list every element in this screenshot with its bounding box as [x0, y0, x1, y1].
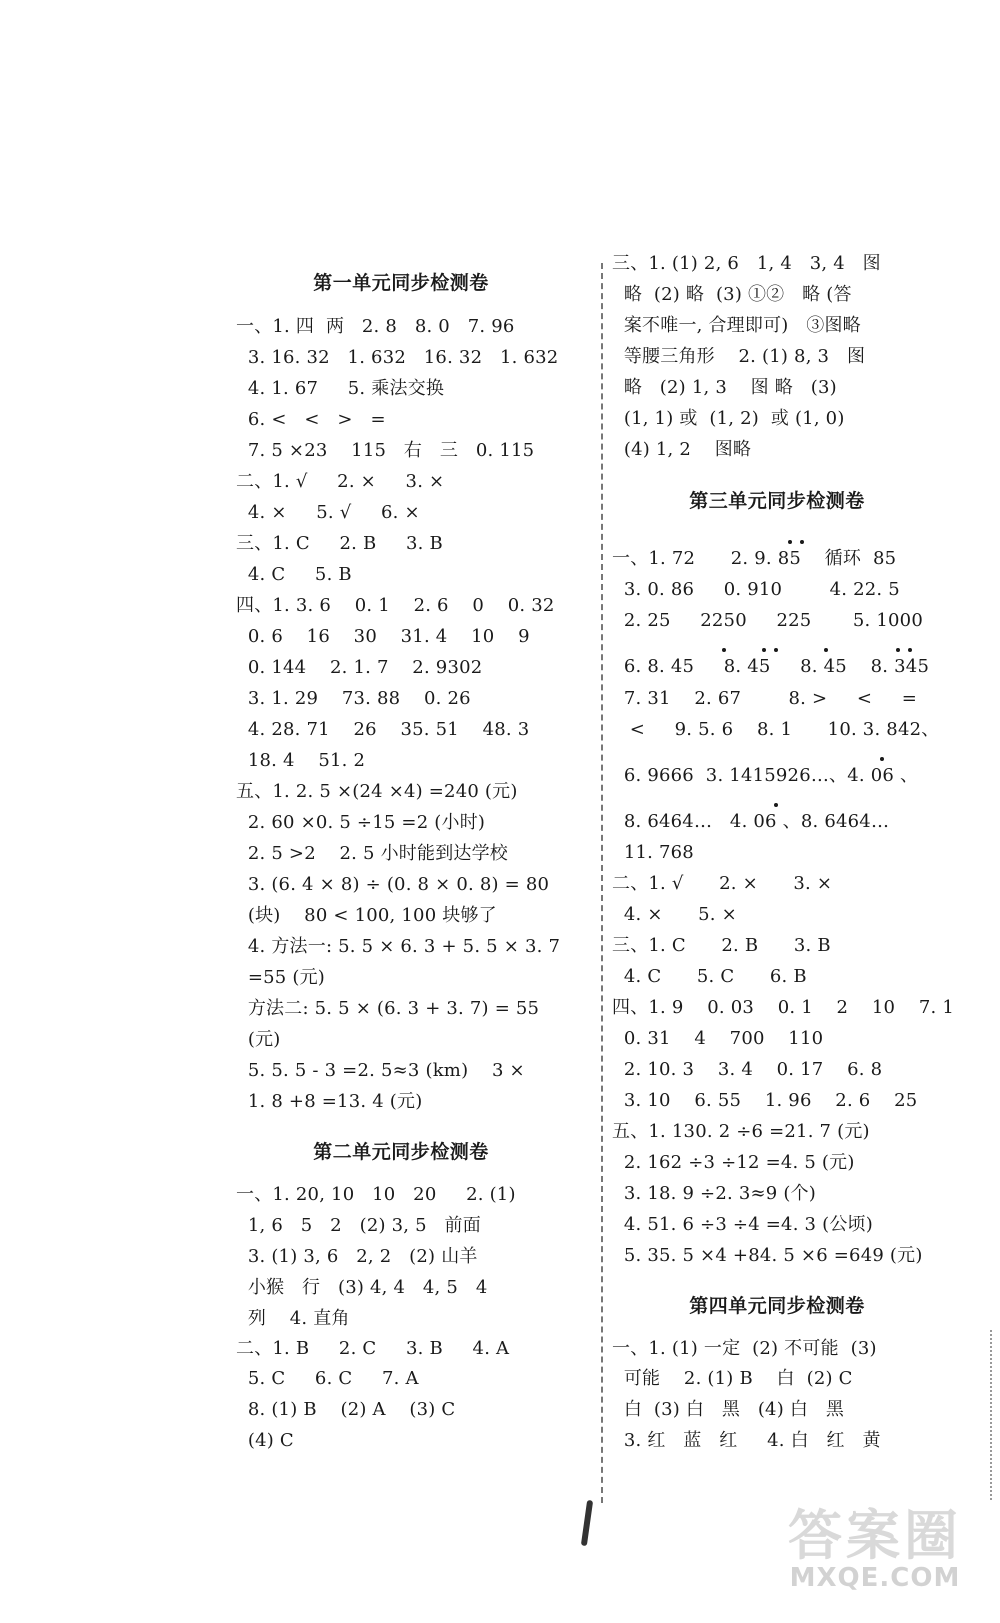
answer-line: 小猴 行 (3) 4, 4 4, 5 4: [236, 1277, 488, 1298]
answer-line: 6. < < > =: [236, 409, 386, 430]
answer-line: 5. 5. 5 - 3 =2. 5≈3 (km) 3 ×: [236, 1060, 525, 1081]
recurring-dot: [824, 648, 828, 652]
answer-line: 4. 方法一: 5. 5 × 6. 3 + 5. 5 × 3. 7: [236, 936, 561, 957]
answer-line: 2. 5 >2 2. 5 小时能到达学校: [236, 843, 509, 864]
answer-line: 0. 31 4 700 110: [612, 1028, 824, 1049]
answer-line: =55 (元): [236, 967, 325, 988]
unit2-title: 第二单元同步检测卷: [313, 1141, 489, 1163]
answer-line: 4. C 5. C 6. B: [612, 966, 807, 987]
answer-line: 二、1. √ 2. × 3. ×: [236, 471, 445, 492]
answer-line: 8. 6464… 4. 06 、8. 6464…: [612, 811, 890, 832]
answer-line: 3. 18. 9 ÷2. 3≈9 (个): [612, 1183, 816, 1204]
answer-line: 一、1. 四 两 2. 8 8. 0 7. 96: [236, 316, 515, 337]
answer-line: (4) 1, 2 图略: [612, 439, 752, 460]
answer-line: 8. (1) B (2) A (3) C: [236, 1399, 456, 1420]
answer-line: 1. 8 +8 =13. 4 (元): [236, 1091, 423, 1112]
unit3-title: 第三单元同步检测卷: [689, 490, 865, 512]
answer-line: 一、1. (1) 一定 (2) 不可能 (3): [612, 1338, 877, 1359]
answer-line: 略 (2) 略 (3) ①② 略 (答: [612, 284, 852, 305]
answer-line: 3. 16. 32 1. 632 16. 32 1. 632: [236, 347, 559, 368]
answer-line: 案不唯一, 合理即可) ③图略: [612, 315, 861, 336]
recurring-dot: [800, 540, 804, 544]
recurring-dot: [722, 648, 726, 652]
answer-line: 4. 51. 6 ÷3 ÷4 =4. 3 (公顷): [612, 1214, 873, 1235]
unit4-title: 第四单元同步检测卷: [689, 1295, 865, 1317]
recurring-dot: [908, 648, 912, 652]
answer-line: 4. C 5. B: [236, 564, 352, 585]
answer-line: 四、1. 9 0. 03 0. 1 2 10 7. 1: [612, 997, 955, 1018]
answer-line: (块) 80 < 100, 100 块够了: [236, 905, 497, 926]
answer-line: 方法二: 5. 5 × (6. 3 + 3. 7) = 55: [236, 998, 540, 1019]
answer-line: 四、1. 3. 6 0. 1 2. 6 0 0. 32: [236, 595, 555, 616]
answer-line: 6. 8. 45 8. 45 8. 45 8. 345: [612, 656, 930, 677]
watermark-logo: [770, 1493, 980, 1613]
answer-line: (4) C: [236, 1430, 294, 1451]
answer-line: 一、1. 20, 10 10 20 2. (1): [236, 1184, 516, 1205]
answer-line: 4. 28. 71 26 35. 51 48. 3: [236, 719, 530, 740]
answer-line: 3. 红 蓝 红 4. 白 红 黄: [612, 1430, 881, 1451]
answer-line: 可能 2. (1) B 白 (2) C: [612, 1368, 853, 1389]
answer-line: 5. 35. 5 ×4 +84. 5 ×6 =649 (元): [612, 1245, 923, 1266]
answer-line: 略 (2) 1, 3 图 略 (3): [612, 377, 837, 398]
answer-line: 3. (1) 3, 6 2, 2 (2) 山羊: [236, 1246, 478, 1267]
answer-line: 6. 9666 3. 1415926…、4. 06 、: [612, 765, 919, 786]
answer-line: 7. 5 ×23 115 右 三 0. 115: [236, 440, 535, 461]
recurring-dot: [762, 648, 766, 652]
answer-line: < 9. 5. 6 8. 1 10. 3. 842、: [612, 719, 940, 740]
edge-scan-mark: [990, 1330, 998, 1500]
answer-line: 3. 0. 86 0. 910 4. 22. 5: [612, 579, 900, 600]
answer-line: 0. 6 16 30 31. 4 10 9: [236, 626, 530, 647]
answer-line: 白 (3) 白 黑 (4) 白 黑: [612, 1399, 845, 1420]
recurring-dot: [774, 803, 778, 807]
answer-line: (元): [236, 1029, 281, 1050]
answer-line: 五、1. 130. 2 ÷6 =21. 7 (元): [612, 1121, 870, 1142]
answer-line: 3. (6. 4 × 8) ÷ (0. 8 × 0. 8) = 80: [236, 874, 550, 895]
recurring-dot: [788, 540, 792, 544]
answer-line: 0. 144 2. 1. 7 2. 9302: [236, 657, 483, 678]
answer-line: 三、1. (1) 2, 6 1, 4 3, 4 图: [612, 253, 881, 274]
answer-line: (1, 1) 或 (1, 2) 或 (1, 0): [612, 408, 845, 429]
answer-line: 4. × 5. ×: [612, 904, 737, 925]
answer-line: 11. 768: [612, 842, 694, 863]
answer-line: 2. 25 2250 225 5. 1000: [612, 610, 923, 631]
answer-line: 4. 1. 67 5. 乘法交换: [236, 378, 445, 399]
recurring-dot: [896, 648, 900, 652]
answer-line: 列 4. 直角: [236, 1308, 350, 1329]
unit1-title: 第一单元同步检测卷: [313, 272, 489, 294]
answer-line: 一、1. 72 2. 9. 85 循环 85: [612, 548, 897, 569]
answer-line: 4. × 5. √ 6. ×: [236, 502, 420, 523]
answer-line: 五、1. 2. 5 ×(24 ×4) =240 (元): [236, 781, 518, 802]
recurring-dot: [774, 648, 778, 652]
answer-line: 等腰三角形 2. (1) 8, 3 图: [612, 346, 866, 367]
answer-line: 18. 4 51. 2: [236, 750, 366, 771]
watermark-glyphs: 答案圈: [788, 1504, 962, 1567]
answer-line: 5. C 6. C 7. A: [236, 1368, 419, 1389]
pen-stroke-mark: [581, 1500, 593, 1546]
answer-line: 2. 162 ÷3 ÷12 =4. 5 (元): [612, 1152, 855, 1173]
answer-line: 3. 10 6. 55 1. 96 2. 6 25: [612, 1090, 918, 1111]
answer-line: 2. 60 ×0. 5 ÷15 =2 (小时): [236, 812, 486, 833]
answer-line: 1, 6 5 2 (2) 3, 5 前面: [236, 1215, 481, 1236]
answer-line: 二、1. √ 2. × 3. ×: [612, 873, 833, 894]
column-divider: [601, 263, 603, 1503]
watermark-url: MXQE.COM: [789, 1563, 961, 1593]
answer-line: 7. 31 2. 67 8. > < =: [612, 688, 918, 709]
answer-line: 二、1. B 2. C 3. B 4. A: [236, 1338, 510, 1359]
answer-line: 2. 10. 3 3. 4 0. 17 6. 8: [612, 1059, 883, 1080]
answer-line: 三、1. C 2. B 3. B: [236, 533, 443, 554]
answer-line: 三、1. C 2. B 3. B: [612, 935, 831, 956]
recurring-dot: [880, 757, 884, 761]
answer-line: 3. 1. 29 73. 88 0. 26: [236, 688, 471, 709]
